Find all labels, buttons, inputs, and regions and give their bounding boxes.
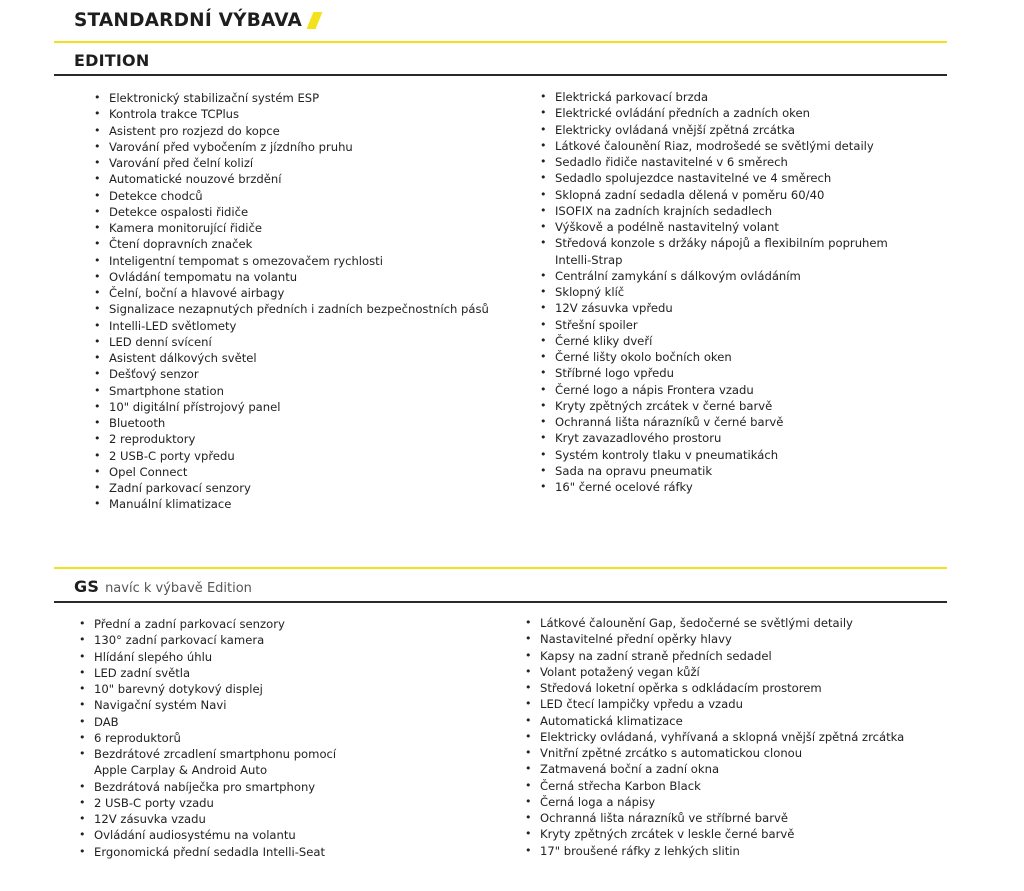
- bullet-icon: •: [540, 350, 547, 363]
- bullet-icon: •: [525, 697, 532, 711]
- list-item: [540, 284, 888, 300]
- list-item: [94, 269, 489, 285]
- bullet-icon: •: [540, 155, 547, 168]
- bullet-icon: •: [94, 464, 101, 478]
- list-item: [94, 399, 489, 415]
- list-item-text: 16" černé ocelové ráfky: [555, 480, 693, 494]
- bullet-icon: •: [94, 318, 101, 332]
- list-item: [94, 188, 489, 204]
- list-item: [79, 795, 336, 811]
- edition-right-list: [540, 89, 888, 495]
- list-item-text: LED denní svícení: [109, 334, 212, 349]
- list-item: [540, 317, 888, 333]
- list-item-text: Vnitřní zpětné zrcátko s automatickou clonou: [540, 746, 803, 760]
- bullet-icon: •: [525, 843, 532, 857]
- bullet-icon: •: [540, 106, 547, 120]
- list-item-text: 6 reproduktorů: [94, 730, 181, 745]
- bullet-icon: •: [94, 351, 101, 364]
- list-item-text: Volant potažený vegan kůží: [540, 664, 700, 679]
- bullet-icon: •: [540, 138, 547, 152]
- bullet-icon: •: [79, 682, 86, 695]
- list-item-text: Černé lišty okolo bočních oken: [555, 350, 732, 364]
- list-item-text: Inteligentní tempomat s omezovačem rychlosti: [109, 253, 383, 268]
- bullet-icon: •: [540, 463, 547, 477]
- bullet-icon: •: [540, 236, 547, 250]
- list-item: [94, 431, 489, 447]
- bullet-icon: •: [94, 91, 101, 104]
- list-item-text: ISOFIX na zadních krajních sedadlech: [555, 203, 773, 218]
- list-item: [525, 810, 904, 826]
- list-item-text: Elektricky ovládaná vnější zpětná zrcátka: [555, 122, 796, 137]
- list-item: [94, 236, 489, 252]
- bullet-icon: •: [94, 497, 101, 511]
- bullet-icon: •: [540, 285, 547, 298]
- list-item-text: Detekce chodců: [109, 188, 203, 203]
- list-item: [94, 415, 489, 431]
- list-item: [94, 204, 489, 220]
- bullet-icon: •: [540, 171, 547, 185]
- list-item-text: Středová loketní opěrka s odkládacím prostorem: [540, 681, 822, 695]
- list-item: [540, 122, 888, 138]
- list-item: [94, 464, 489, 480]
- bullet-icon: •: [94, 448, 101, 462]
- bullet-icon: •: [540, 382, 547, 396]
- list-item: [540, 203, 888, 219]
- list-item: [525, 713, 904, 729]
- list-item-text: Ochranná lišta nárazníků v černé barvě: [555, 415, 784, 429]
- list-item: [79, 811, 336, 827]
- bullet-icon: •: [94, 123, 101, 137]
- list-item-text: 10" digitální přístrojový panel: [109, 399, 281, 414]
- list-item-text: Elektrické ovládání předních a zadních oken: [555, 106, 810, 121]
- list-item-text: Ovládání audiosystému na volantu: [94, 828, 296, 843]
- page-title: [74, 10, 319, 31]
- list-item: [540, 430, 888, 446]
- bullet-icon: •: [79, 633, 86, 647]
- list-item: [540, 300, 888, 316]
- bullet-icon: •: [94, 481, 101, 494]
- bullet-icon: •: [94, 172, 101, 186]
- list-item-text: Ochranná lišta nárazníků ve stříbrné barvě: [540, 811, 788, 825]
- gs-rule: [54, 601, 947, 603]
- list-item-text: Čtení dopravních značek: [109, 237, 253, 252]
- list-item-text: Detekce ospalosti řidiče: [109, 204, 249, 219]
- list-item: [540, 447, 888, 463]
- list-item: [79, 844, 336, 860]
- bullet-icon: •: [540, 268, 547, 282]
- gs-title-text: GS: [74, 577, 100, 596]
- list-item: [79, 697, 336, 713]
- list-item-text: Automatické nouzové brzdění: [109, 172, 282, 187]
- list-item-text: Kryty zpětných zrcátek v leskle černé barvě: [540, 827, 795, 842]
- list-item-text: Bezdrátová nabíječka pro smartphony: [94, 779, 316, 794]
- bullet-icon: •: [94, 399, 101, 413]
- bullet-icon: •: [94, 204, 101, 218]
- list-item-text: Kryt zavazadlového prostoru: [555, 431, 722, 446]
- list-item: [540, 414, 888, 430]
- bullet-icon: •: [525, 778, 532, 792]
- list-item: [540, 365, 888, 381]
- list-item: [94, 106, 489, 122]
- list-item-text: Bluetooth: [109, 416, 166, 430]
- list-item-text: Nastavitelné přední opěrky hlavy: [540, 632, 732, 647]
- list-item-text: Sedadlo řidiče nastavitelné v 6 směrech: [555, 155, 788, 169]
- list-item-text: Hlídání slepého úhlu: [94, 649, 213, 664]
- list-item-text: Černé logo a nápis Frontera vzadu: [555, 382, 754, 397]
- list-item: [79, 632, 336, 648]
- bullet-icon: •: [525, 794, 532, 808]
- bullet-icon: •: [525, 827, 532, 841]
- bullet-icon: •: [79, 779, 86, 793]
- bullet-icon: •: [525, 762, 532, 776]
- bullet-icon: •: [540, 187, 547, 201]
- list-item: [94, 496, 489, 512]
- list-item: [94, 301, 489, 317]
- list-item: [525, 648, 904, 664]
- list-item: [525, 826, 904, 842]
- list-item-text: Sedadlo spolujezdce nastavitelné ve 4 směrech: [555, 171, 832, 186]
- list-item: [94, 334, 489, 350]
- list-item-text: Varování před čelní kolizí: [109, 156, 254, 170]
- bullet-icon: •: [540, 122, 547, 136]
- bullet-icon: •: [79, 747, 86, 760]
- list-item: [525, 680, 904, 696]
- list-item-text: Opel Connect: [109, 464, 188, 479]
- bullet-icon: •: [525, 746, 532, 759]
- list-item-text: Elektrická parkovací brzda: [555, 90, 709, 104]
- list-item-text: Dešťový senzor: [109, 367, 199, 382]
- list-item-text: Sklopný klíč: [555, 285, 625, 299]
- bullet-icon: •: [79, 844, 86, 858]
- list-item: [94, 366, 489, 382]
- list-item-text: LED zadní světla: [94, 665, 191, 680]
- list-item-text: Sada na opravu pneumatik: [555, 463, 713, 478]
- page-title-text: STANDARDNÍ VÝBAVA: [74, 10, 303, 31]
- bullet-icon: •: [525, 713, 532, 727]
- list-item-text: 12V zásuvka vpředu: [555, 301, 673, 316]
- bullet-icon: •: [94, 383, 101, 397]
- list-item-text: Černá loga a nápisy: [540, 794, 656, 809]
- list-item: [540, 382, 888, 398]
- list-item: [79, 665, 336, 681]
- bullet-icon: •: [94, 302, 101, 316]
- bullet-icon: •: [525, 648, 532, 662]
- bullet-icon: •: [540, 398, 547, 412]
- list-item-text: 10" barevný dotykový displej: [94, 682, 263, 696]
- bullet-icon: •: [94, 237, 101, 251]
- bullet-icon: •: [525, 632, 532, 646]
- list-item-text: Signalizace nezapnutých předních i zadních bezpečnostních pásů: [109, 302, 489, 317]
- list-item: [94, 480, 489, 496]
- list-item-text: Smartphone station: [109, 383, 224, 398]
- list-item-text: Systém kontroly tlaku v pneumatikách: [555, 447, 779, 462]
- list-item: [525, 615, 904, 631]
- list-item-text: Výškově a podélně nastavitelný volant: [555, 220, 779, 234]
- list-item-text: Přední a zadní parkovací senzory: [94, 617, 285, 631]
- list-item: [525, 631, 904, 647]
- bullet-icon: •: [79, 730, 86, 744]
- list-item: [94, 123, 489, 139]
- list-item-text: Černé kliky dveří: [555, 333, 653, 348]
- list-item: [540, 235, 888, 251]
- bullet-icon: •: [540, 366, 547, 380]
- list-item-text: 12V zásuvka vzadu: [94, 812, 206, 826]
- bullet-icon: •: [94, 269, 101, 283]
- list-item: [540, 349, 888, 365]
- list-item-text: Centrální zamykání s dálkovým ovládáním: [555, 268, 801, 283]
- list-item: [94, 350, 489, 366]
- list-item-text: Látkové čalounění Riaz, modrošedé se světlými detaily: [555, 138, 874, 153]
- bullet-icon: •: [94, 139, 101, 153]
- gs-left-list: [79, 616, 337, 860]
- list-item: [525, 696, 904, 712]
- edition-left-list: [94, 90, 489, 513]
- bullet-icon: •: [94, 156, 101, 169]
- bullet-icon: •: [94, 432, 101, 446]
- gs-yellow-rule: [54, 567, 947, 569]
- list-item: [79, 746, 337, 762]
- list-item: [525, 794, 904, 810]
- gs-right-list: [525, 615, 905, 859]
- bullet-icon: •: [94, 367, 101, 381]
- list-item: [79, 714, 336, 730]
- list-item: [540, 170, 888, 186]
- bullet-icon: •: [94, 221, 101, 234]
- bullet-icon: •: [94, 334, 101, 348]
- bullet-icon: •: [525, 729, 532, 743]
- list-item-text: Asistent pro rozjezd do kopce: [109, 123, 280, 138]
- edition-rule: [54, 74, 947, 76]
- list-item: [525, 778, 904, 794]
- list-item: [540, 219, 888, 235]
- list-item-text: Asistent dálkových světel: [109, 351, 257, 365]
- edition-section-title: [74, 51, 149, 70]
- gs-subtitle: navíc k výbavě Edition: [105, 581, 252, 596]
- bullet-icon: •: [525, 811, 532, 824]
- list-item-text: Kapsy na zadní straně předních sedadel: [540, 648, 772, 663]
- list-item-text: LED čtecí lampičky vpředu a vzadu: [540, 697, 743, 712]
- list-item: [525, 729, 905, 745]
- yellow-slash-icon: [307, 12, 323, 29]
- list-item: [540, 187, 888, 203]
- bullet-icon: •: [94, 188, 101, 202]
- bullet-icon: •: [94, 416, 101, 429]
- list-item: [540, 463, 888, 479]
- bullet-icon: •: [540, 480, 547, 493]
- bullet-icon: •: [540, 220, 547, 233]
- list-item: [79, 681, 336, 697]
- list-item-text: Stříbrné logo vpředu: [555, 366, 675, 381]
- bullet-icon: •: [525, 616, 532, 629]
- list-item: [525, 745, 904, 761]
- list-item-text: DAB: [94, 714, 119, 729]
- list-item-text: Apple Carplay & Android Auto: [94, 763, 268, 778]
- list-item: [79, 616, 336, 632]
- list-item-text: Kontrola trakce TCPlus: [109, 107, 240, 122]
- list-item: [79, 730, 336, 746]
- bullet-icon: •: [525, 681, 532, 694]
- bullet-icon: •: [540, 317, 547, 331]
- list-item: [94, 139, 489, 155]
- list-item-text: 2 USB-C porty vzadu: [94, 795, 214, 810]
- list-item: [525, 843, 904, 859]
- list-item-text: Elektricky ovládaná, vyhřívaná a sklopná vnější zpětná zrcátka: [540, 729, 905, 744]
- list-item-text: Intelli-Strap: [555, 252, 623, 267]
- list-item: [540, 138, 888, 154]
- list-item-text: Bezdrátové zrcadlení smartphonu pomocí: [94, 747, 337, 761]
- list-item: [94, 253, 489, 269]
- list-item: [79, 649, 336, 665]
- bullet-icon: •: [94, 253, 101, 267]
- list-item-text: 17" broušené ráfky z lehkých slitin: [540, 843, 740, 858]
- list-item: [94, 762, 336, 778]
- bullet-icon: •: [79, 828, 86, 842]
- list-item-text: Navigační systém Navi: [94, 698, 227, 713]
- list-item: [540, 105, 888, 121]
- list-item-text: Kryty zpětných zrcátek v černé barvě: [555, 398, 773, 413]
- list-item: [525, 761, 904, 777]
- list-item: [540, 154, 888, 170]
- gs-section-title: [74, 577, 252, 596]
- list-item-text: 130° zadní parkovací kamera: [94, 633, 265, 648]
- list-item: [94, 220, 489, 236]
- list-item-text: Manuální klimatizace: [109, 497, 232, 512]
- list-item: [540, 89, 888, 105]
- bullet-icon: •: [540, 447, 547, 461]
- list-item: [94, 90, 489, 106]
- list-item: [94, 171, 489, 187]
- bullet-icon: •: [540, 90, 547, 103]
- bullet-icon: •: [79, 698, 86, 712]
- list-item-text: Černá střecha Karbon Black: [540, 778, 701, 793]
- list-item-text: Automatická klimatizace: [540, 713, 683, 728]
- list-item-text: Ovládání tempomatu na volantu: [109, 269, 298, 284]
- bullet-icon: •: [79, 795, 86, 809]
- list-item: [94, 155, 489, 171]
- bullet-icon: •: [540, 333, 547, 347]
- list-item: [94, 318, 489, 334]
- list-item-text: Zatmavená boční a zadní okna: [540, 762, 720, 777]
- bullet-icon: •: [525, 664, 532, 678]
- bullet-icon: •: [540, 415, 547, 428]
- header-yellow-rule: [54, 41, 947, 43]
- list-item-text: Středová konzole s držáky nápojů a flexibilním popruhem: [555, 236, 888, 251]
- bullet-icon: •: [79, 617, 86, 630]
- list-item: [555, 252, 888, 268]
- list-item: [540, 398, 888, 414]
- list-item-text: Látkové čalounění Gap, šedočerné se světlými detaily: [540, 616, 853, 630]
- bullet-icon: •: [79, 714, 86, 728]
- list-item-text: Střešní spoiler: [555, 317, 638, 332]
- list-item: [94, 448, 489, 464]
- bullet-icon: •: [540, 203, 547, 217]
- bullet-icon: •: [540, 431, 547, 445]
- bullet-icon: •: [79, 649, 86, 663]
- bullet-icon: •: [79, 812, 86, 825]
- list-item: [94, 383, 489, 399]
- list-item-text: Sklopná zadní sedadla dělená v poměru 60/40: [555, 187, 825, 202]
- list-item: [79, 827, 336, 843]
- list-item: [79, 779, 336, 795]
- list-item-text: Intelli-LED světlomety: [109, 318, 237, 333]
- list-item-text: 2 USB-C porty vpředu: [109, 448, 235, 463]
- list-item-text: Ergonomická přední sedadla Intelli-Seat: [94, 844, 326, 859]
- list-item-text: Varování před vybočením z jízdního pruhu: [109, 139, 353, 154]
- list-item-text: 2 reproduktory: [109, 432, 196, 447]
- bullet-icon: •: [79, 665, 86, 679]
- list-item: [540, 333, 888, 349]
- list-item-text: Zadní parkovací senzory: [109, 481, 251, 495]
- bullet-icon: •: [94, 286, 101, 299]
- list-item-text: Čelní, boční a hlavové airbagy: [109, 286, 285, 300]
- list-item: [94, 285, 489, 301]
- list-item: [540, 268, 888, 284]
- bullet-icon: •: [540, 301, 547, 315]
- edition-title-text: EDITION: [74, 51, 150, 70]
- list-item-text: Kamera monitorující řidiče: [109, 221, 262, 235]
- bullet-icon: •: [94, 107, 101, 121]
- list-item: [540, 479, 888, 495]
- list-item-text: Elektronický stabilizační systém ESP: [109, 91, 320, 105]
- list-item: [525, 664, 904, 680]
